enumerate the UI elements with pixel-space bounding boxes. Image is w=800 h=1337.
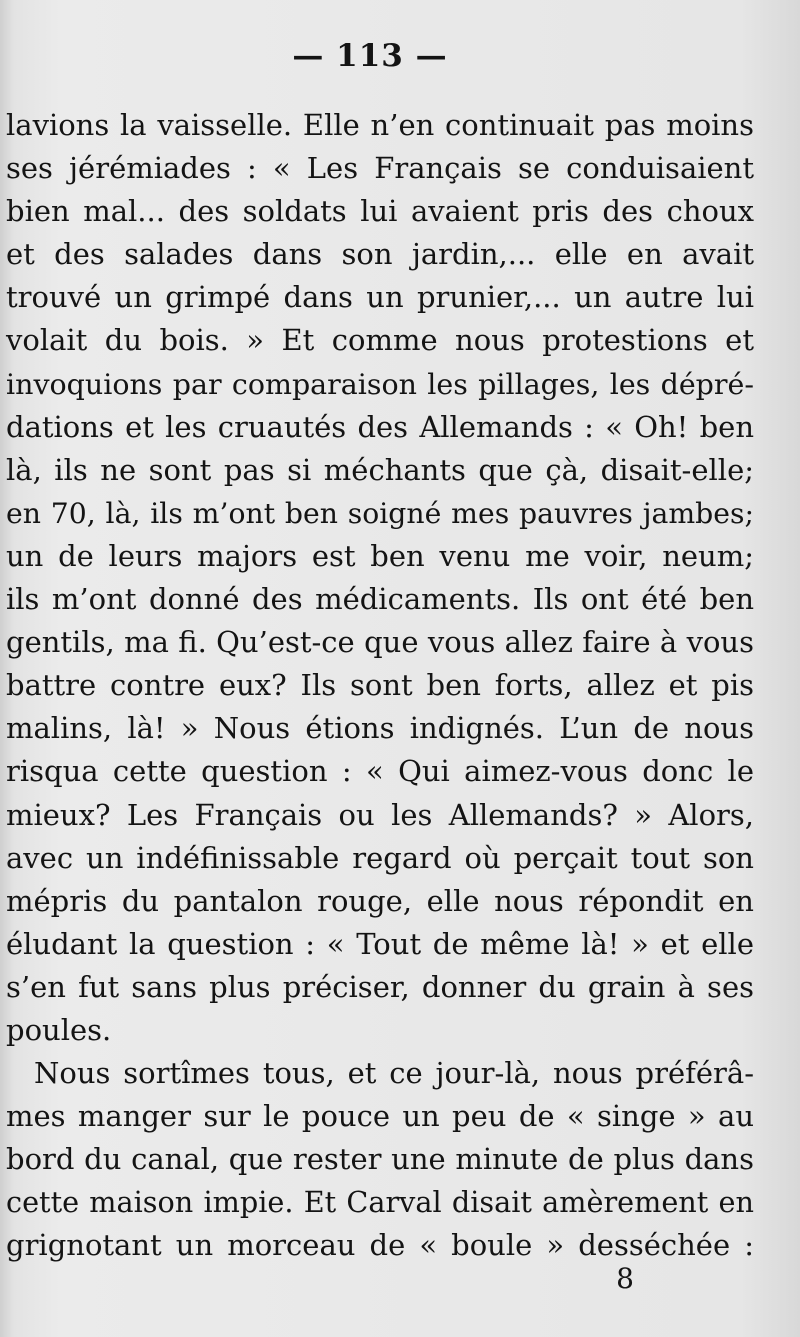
text-line: ils m’ont donné des médicaments. Ils ont été ben (6, 582, 754, 617)
signature-mark: 8 (616, 1262, 634, 1295)
text-line: ses jérémiades : « Les Français se conduisaient (6, 151, 754, 186)
text-line: gentils, ma fi. Qu’est-ce que vous allez faire à vous (6, 625, 754, 660)
text-line: en 70, là, ils m’ont ben soigné mes pauvres jambes; (6, 496, 754, 530)
text-line: malins, là! » Nous étions indignés. L’un de nous (6, 711, 754, 746)
text-line: s’en fut sans plus préciser, donner du grain à ses (6, 969, 754, 1004)
text-line: mes manger sur le pouce un peu de « singe » au (6, 1099, 754, 1134)
text-line: là, ils ne sont pas si méchants que çà, disait-elle; (6, 452, 754, 487)
text-line: et des salades dans son jardin,... elle en avait (6, 237, 754, 272)
text-line: dations et les cruautés des Allemands : « Oh! ben (6, 409, 754, 444)
text-line: trouvé un grimpé dans un prunier,... un autre lui (6, 280, 754, 315)
page-number: — 113 — (292, 38, 448, 74)
text-line: battre contre eux? Ils sont ben forts, allez et pis (6, 668, 754, 703)
text-line: risqua cette question : « Qui aimez-vous donc le (6, 754, 754, 789)
body-text (6, 104, 754, 1268)
text-line: éludant la question : « Tout de même là! » et elle (6, 926, 754, 961)
text-line: mieux? Les Français ou les Allemands? » Alors, (6, 797, 754, 832)
text-line: invoquions par comparaison les pillages, les dépré- (6, 367, 754, 401)
text-line: bien mal... des soldats lui avaient pris des choux (6, 194, 754, 229)
text-line: grignotant un morceau de « boule » desséchée : (6, 1228, 754, 1263)
text-line: cette maison impie. Et Carval disait amèrement en (6, 1185, 754, 1220)
text-line: avec un indéfinissable regard où perçait tout son (6, 840, 754, 875)
text-line: bord du canal, que rester une minute de plus dans (6, 1142, 754, 1177)
text-line: lavions la vaisselle. Elle n’en continuait pas moins (6, 108, 754, 142)
paragraph-first-line: Nous sortîmes tous, et ce jour-là, nous préférâ- (34, 1056, 754, 1091)
text-line: un de leurs majors est ben venu me voir, neum; (6, 538, 754, 573)
text-line: mépris du pantalon rouge, elle nous répondit en (6, 883, 754, 918)
paragraph-end-line: poules. (6, 1012, 112, 1047)
text-line: volait du bois. » Et comme nous protestions et (6, 323, 754, 358)
